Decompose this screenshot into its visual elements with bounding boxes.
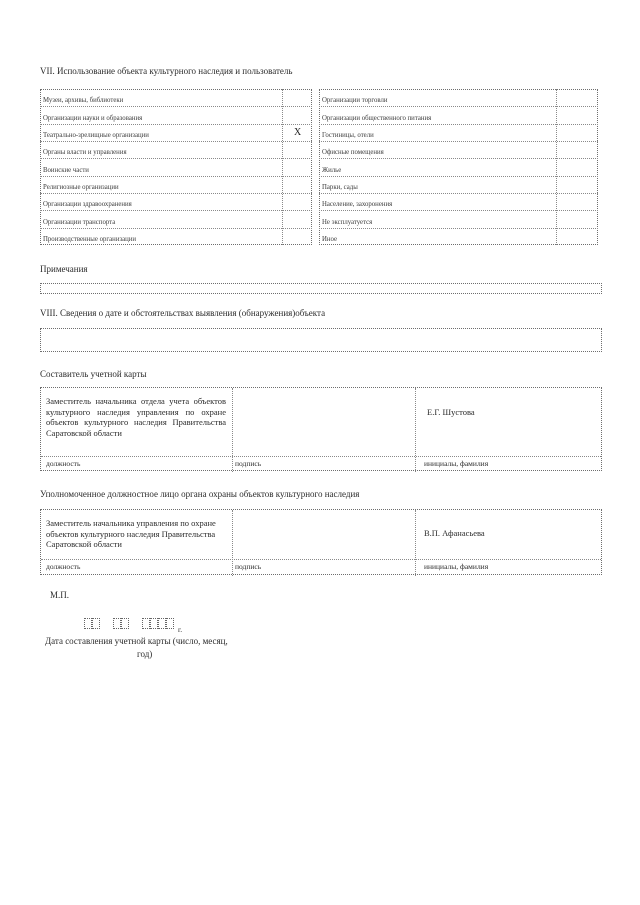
date-caption-line1: Дата составления учетной карты (число, месяц, [45,636,228,646]
usage-left-item-label: Организации науки и образования [43,114,143,122]
stamp-label: М.П. [50,590,70,600]
usage-left-row-line [40,141,312,142]
usage-right-row-line [319,158,598,159]
date-input-boxes [84,616,183,634]
usage-right-row-line [319,124,598,125]
usage-left-item-label: Организации транспорта [43,218,116,226]
usage-left-item-label: Воинские части [43,166,89,174]
compiler-title: Составитель учетной карты [40,369,147,379]
date-caption-line2: год) [137,649,153,659]
section8-box [40,328,602,352]
usage-right-row-line [319,210,598,211]
usage-left-item-label: Религиозные организации [43,184,119,191]
section8-title: VIII. Сведения о дате и обстоятельствах выявления (обнаружения)объекта [40,308,326,318]
authorized-divider-2 [415,510,416,576]
usage-right-row-line [319,228,598,229]
section7-title: VII. Использование объекта культурного наследия и пользователь [40,66,293,76]
authorized-label-row-line [41,559,601,560]
usage-table [40,89,598,245]
date-day-digit-2 [92,618,100,629]
date-month-digit-1 [113,618,121,629]
usage-left-item-label: Производственные организации [43,236,137,243]
compiler-position-label: должность [46,459,81,468]
usage-right-item-label: Офисные помещения [322,149,384,157]
usage-left-item-label: Театрально-зрелищные организации [43,132,149,139]
authorized-title: Уполномоченное должностное лицо органа охраны объектов культурного наследия [40,489,360,499]
usage-right-item-label: Жилье [322,166,342,174]
compiler-signature-label: подпись [235,459,262,468]
compiler-table [40,387,602,471]
usage-left-row-line [40,176,312,177]
usage-right-item-label: Организации торговли [322,97,388,105]
usage-left-row-line [40,158,312,159]
usage-left-item-label: Органы власти и управления [43,149,127,157]
compiler-label-row-line [41,456,601,457]
authorized-divider-1 [232,510,233,576]
usage-right-item-label: Парки, сады [322,184,358,191]
usage-right-row-line [319,106,598,107]
authorized-position: Заместитель начальника управления по охране объектов культурного наследия Правительства Саратовской области [46,518,216,549]
usage-left-row-line [40,193,312,194]
compiler-divider-1 [232,388,233,472]
authorized-position-label: должность [46,562,81,571]
usage-right-row-line [319,176,598,177]
date-year-digit-4 [166,618,174,629]
authorized-signature-label: подпись [235,562,262,571]
usage-right-item-label: Гостиницы, отели [322,132,374,139]
usage-right-mark-divider [556,89,557,245]
usage-left-row-line [40,106,312,107]
compiler-position: Заместитель начальника отдела учета объектов культурного наследия управления по охране объектов культурного наследия Правительства Саратовской области [46,396,226,438]
authorized-name: В.П. Афанасьева [424,528,485,538]
usage-right-item-label: Население, захоронения [322,201,393,209]
usage-left-row-line [40,210,312,211]
date-day-digit-1 [84,618,92,629]
authorized-name-label: инициалы, фамилия [424,562,489,571]
usage-right-row-line [319,141,598,142]
date-year-suffix: г. [178,625,183,634]
notes-title: Примечания [40,264,88,274]
usage-left-item-mark: X [294,126,302,138]
usage-left-item-label: Организации здравоохранения [43,201,132,209]
date-year-digit-3 [158,618,166,629]
usage-right-item-label: Не эксплуатуется [322,218,373,226]
compiler-name-label: инициалы, фамилия [424,459,489,468]
usage-left-row-line [40,124,312,125]
usage-left-mark-divider [282,89,283,245]
usage-left-item-label: Музеи, архивы, библиотеки [43,97,124,105]
authorized-table [40,509,602,575]
usage-left-row-line [40,228,312,229]
date-year-digit-1 [142,618,150,629]
notes-box [40,283,602,294]
compiler-divider-2 [415,388,416,472]
compiler-name: Е.Г. Шустова [427,407,475,417]
usage-right-item-label: Иное [322,236,338,243]
usage-right-item-label: Организации общественного питания [322,114,432,122]
usage-right-row-line [319,193,598,194]
date-year-digit-2 [150,618,158,629]
date-month-digit-2 [121,618,129,629]
